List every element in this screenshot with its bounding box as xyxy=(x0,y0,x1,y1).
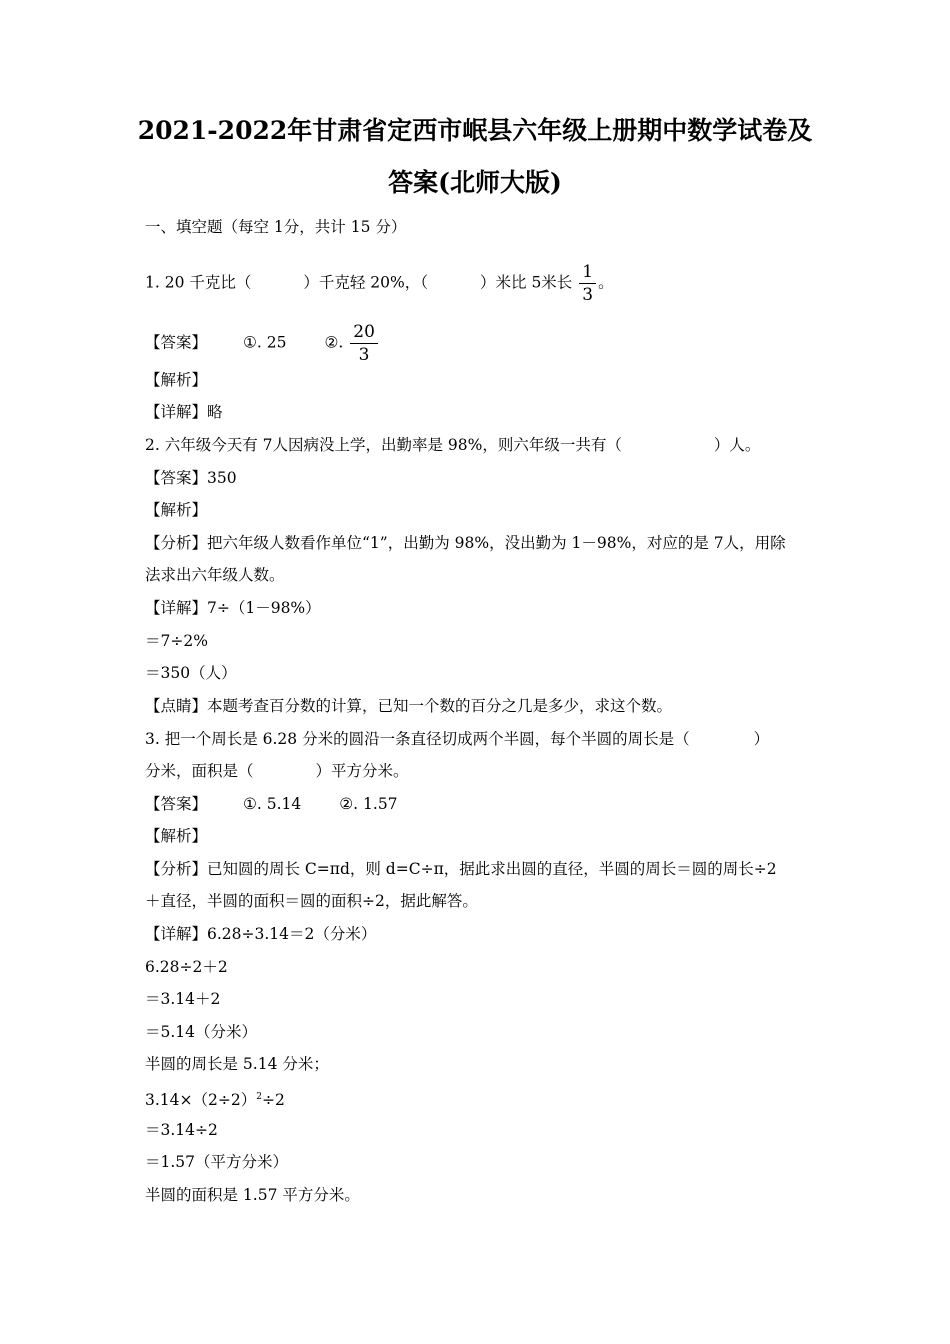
section-heading: 一、填空题（每空 1分，共计 15 分） xyxy=(145,218,407,236)
detail-6-expression: 3.14×（2÷2） xyxy=(145,1091,257,1110)
question-1 xyxy=(145,261,614,306)
question-2-fenxi-line-2: 法求出六年级人数。 xyxy=(145,566,285,584)
answer-label: 【答案】 xyxy=(145,333,208,352)
question-3-line-1 xyxy=(145,728,769,750)
question-2-text-b: ）人。 xyxy=(713,436,761,454)
question-3-detail-line-8: ＝1.57（平方分米） xyxy=(145,1153,289,1171)
question-1-text-b: ）千克轻 20%，（ xyxy=(303,273,429,292)
question-2-fenxi-line-1: 【分析】把六年级人数看作单位“1”，出勤为 98%，没出勤为 1－98%，对应的是 7人，用除 xyxy=(145,534,786,552)
question-3-detail-line-7: ＝3.14÷2 xyxy=(145,1121,218,1139)
question-1-detail: 【详解】略 xyxy=(145,403,223,421)
question-2-detail-line-3: ＝350（人） xyxy=(145,664,237,682)
document-title-line-2: 答案(北师大版) xyxy=(388,168,562,197)
question-1-analysis: 【解析】 xyxy=(145,371,208,389)
fraction-denominator: 3 xyxy=(358,345,370,365)
question-2-detail-line-2: ＝7÷2% xyxy=(145,632,208,650)
answer-item-2: ②. xyxy=(324,333,344,352)
question-2 xyxy=(145,434,760,456)
question-1-text-a: 1. 20 千克比（ xyxy=(145,273,252,292)
fraction-denominator: 3 xyxy=(582,285,594,305)
question-3-detail-line-6 xyxy=(145,1086,285,1111)
question-2-text-a: 2. 六年级今天有 7人因病没上学，出勤率是 98%，则六年级一共有（ xyxy=(145,436,622,454)
answer-label: 【答案】 xyxy=(145,795,208,813)
answer-fraction xyxy=(350,321,378,366)
question-1-fraction xyxy=(579,261,596,306)
answer-item-1: ①. 25 xyxy=(243,333,287,352)
question-2-analysis: 【解析】 xyxy=(145,501,208,519)
question-3-analysis: 【解析】 xyxy=(145,827,208,845)
question-2-detail-line-1: 【详解】7÷（1－98%） xyxy=(145,599,321,617)
question-3-detail-line-3: ＝3.14＋2 xyxy=(145,990,221,1008)
question-3-text-1a: 3. 把一个周长是 6.28 分米的圆沿一条直径切成两个半圆，每个半圆的周长是（ xyxy=(145,730,690,748)
document-title-line-1: 2021-2022年甘肃省定西市岷县六年级上册期中数学试卷及 xyxy=(137,116,813,145)
question-3-detail-line-5: 半圆的周长是 5.14 分米； xyxy=(145,1055,329,1073)
question-3-text-1b: ） xyxy=(753,730,770,748)
detail-6-tail: ÷2 xyxy=(261,1091,285,1110)
answer-item-2: ②. 1.57 xyxy=(339,795,398,813)
question-3-fenxi-line-1: 【分析】已知圆的周长 C=πd，则 d=C÷π，据此求出圆的直径，半圆的周长＝圆的周长÷2 xyxy=(145,860,777,878)
question-3-detail-line-4: ＝5.14（分米） xyxy=(145,1023,258,1041)
question-2-comment: 【点睛】本题考查百分数的计算，已知一个数的百分之几是多少，求这个数。 xyxy=(145,697,673,715)
question-2-answer: 【答案】350 xyxy=(145,469,237,487)
question-1-text-d: 。 xyxy=(598,273,614,292)
fraction-numerator: 20 xyxy=(350,321,378,344)
fraction-numerator: 1 xyxy=(579,261,596,284)
answer-item-1: ①. 5.14 xyxy=(243,795,302,813)
question-1-text-c: ）米比 5米长 xyxy=(480,273,573,292)
question-3-answer xyxy=(145,793,398,815)
question-3-fenxi-line-2: ＋直径，半圆的面积＝圆的面积÷2，据此解答。 xyxy=(145,892,478,910)
question-3-detail-line-1: 【详解】6.28÷3.14＝2（分米） xyxy=(145,925,377,943)
question-3-text-2b: ）平方分米。 xyxy=(315,762,409,780)
question-3-detail-line-9: 半圆的面积是 1.57 平方分米。 xyxy=(145,1186,360,1204)
question-3-text-2a: 分米，面积是（ xyxy=(145,762,254,780)
question-1-answer xyxy=(145,321,380,366)
question-3-line-2 xyxy=(145,760,409,782)
detail-6-exponent: 2 xyxy=(256,1092,262,1102)
question-3-detail-line-2: 6.28÷2＋2 xyxy=(145,958,228,976)
